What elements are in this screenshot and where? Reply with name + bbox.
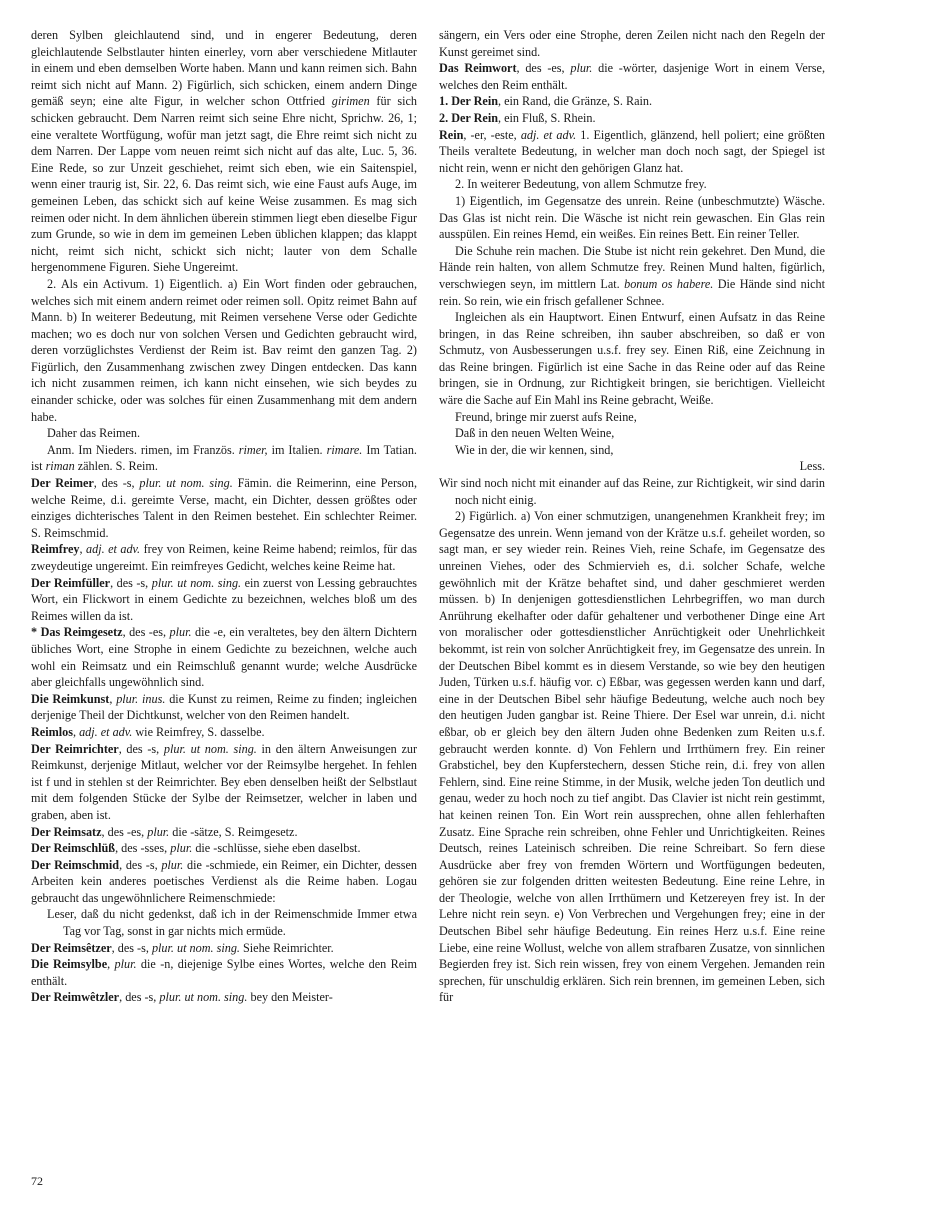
text-run: Freund, bringe mir zuerst aufs Reine, [455,409,637,424]
text-run: Ingleichen als ein Hauptwort. Einen Entwurf, einen Aufsatz in das Reine bringen, in das Reine schreiben, ihn sauber abschreiben, so daß er von Schmutz, von Ausbesserungen u.s.f. frey sey. Einen Riß, eine Zeichnung in das Reine bringen. Figürlich ist eine Sache in das Reine oder auf das Reine bringen, sie in Ordnung, zur Richtigkeit bringen, sie berichtigen. Vielleicht wäre die Sache auf Ein Mahl ins Reine gebracht, Weiße. [439,310,825,408]
text-run: 1. Eigentlich, glänzend, hell poliert; eine größten Theils veraltete Bedeutung, in welcher man doch noch sagt, der Spiegel ist nicht rein, wenn er nicht den gehörigen Glanz hat. [439,127,826,175]
text-run: , ein Fluß, S. Rhein. [498,110,596,125]
text-run: 2) Figürlich. a) Von einer schmutzigen, unangenehmen Krankheit frey; im Gegensatze des unrein. Wenn jemand von der Krätze u.s.f. geheilet worden, so sagt man, er sey wieder rein. Reines Vieh, reine Schafe, im Gegensatze des unreinen Viehes, oder des Schmiervieh es, d.i. solcher Schafe, welche gewöhnlich mit der Krätze behaftet sind, und daher geschmieret werden müssen. b) In denjenigen gottesdienstlichen Lehrbegriffen, wo man durch Anrührung ekelhafter oder dafür gehaltener und verbothener Dinge eine Art von moralischer oder gottesdienstlicher Anrüchtigkeit oder Unehrlichkeit bekommt, ist rein von solcher Anrüchtigkeit frey, im Gegensatze des unrein. In der Deutschen Bibel kommt es in diesem Verstande, so wie bey den heutigen Juden, Türken u.s.f. häufig vor. c) Eßbar, was gegessen werden kann und darf, eine in der Deutschen Bibel sehr häufige Bedeutung, welche auch noch bey den heutigen Juden gangbar ist. Reine Thiere. Der Esel war unrein, d.i. nicht eßbar, ob er gleich bey den ältern Juden ohne Bedenken zum Reiten u.s.f. gebraucht werden konnte. d) Von Fehlern und Irrthümern frey. Ein reiner Grabstichel, bey den Kupferstechern, dessen Stiche rein, d.i. frey von allen Fehlern, sind. Eine reine Stimme, in der Musik, welche jeden Ton deutlich und genau, weder zu hoch noch zu tief angibt. Das Clavier ist nicht rein gestimmt, hat keinen reinen Ton. Ein Wort rein aussprechen, ohne allen fehlerhaften Zusatz. Eine Sprache rein schreiben, ohne Fehler und Unrichtigkeiten. Reines Deutsch, reines Lateinisch schreiben. Die reine Schreibart. So fern diese Ausdrücke aber frey von fremden Wörtern und Wortfügungen bedeuten, gehören sie zur folgenden dritten weitesten Bedeutung. Eine reine Lehre, in der Theologie, welche von allen Irrthümern und Ketzereyen frey ist. In der Lehre nicht rein seyn. e) Von Verbrechen und Vergehungen frey; eine in der Deutschen Bibel sehr häufige Bedeutung. Ein reines Herz u.s.f. Eine reine Liebe, eine reine Wollust, welche von allem strafbaren Zusatze, von sinnlichen Begierden frey ist. Sich rein wissen, frey von einem Vergehen. Jemanden rein sprechen, für unschuldig erklären. Sich rein brennen, im gemeinen Leben, sich für [439,509,825,1005]
italic-text: bonum os habere. [624,276,714,291]
text-run: die -wörter, dasjenige Wort in einem Verse, welches den Reim enthält. [439,61,825,92]
headword: 2. Der Rein [439,110,499,125]
headword: Die Reimsylbe [31,957,108,972]
headword: Reimlos [31,724,73,739]
text-run: Daher das Reimen. [47,426,141,441]
left-paragraph [31,840,417,857]
text-run: , -er, -este, [463,127,521,142]
left-paragraph [31,956,417,989]
left-paragraph [31,575,417,625]
text-run: Die Schuhe rein machen. Die Stube ist nicht rein gekehret. Den Mund, die Hände rein halten, von allem Schmutze frey. Reinen Mund halten, figürlich, verschwiegen seyn, im mittlern Lat. [439,243,825,291]
text-run: , des -s, [118,741,164,756]
right-paragraph [439,309,825,409]
text-run: 2. In weiterer Bedeutung, von allem Schmutze frey. [455,177,707,192]
italic-text: plur. [114,957,137,972]
italic-text: adj. et adv. [520,127,577,142]
text-run: Im Tatian. ist [31,442,417,474]
italic-text: adj. et adv. [79,724,133,739]
right-paragraph [439,93,825,110]
text-run: , des -s, [93,476,140,491]
left-paragraph [31,624,417,690]
right-paragraph [439,193,825,243]
right-paragraph [439,176,825,193]
text-run: , des -s, [119,857,162,872]
text-run: bey den Meister- [247,990,333,1005]
headword: Das Reimwort [439,61,517,76]
left-paragraph [31,724,417,741]
left-paragraph [31,824,417,841]
text-run: Anm. Im Nieders. rimen, im Französ. [47,442,239,457]
left-paragraph [31,425,417,442]
text-run: Fämin. die Reimerinn, eine Person, welche Reime, d.i. gereimte Verse, macht, ein Dichter, dessen größtes oder einziges dichterisches Talent in den Reimen bestehet. Ein schlechter Reimer. S. Reimschmid. [31,476,417,540]
page-number: 72 [31,1174,43,1188]
italic-text: plur. [170,841,193,856]
text-run: 2. Als ein Activum. 1) Eigentlich. a) Ein Wort finden oder gebrauchen, welches sich mit einem andern reimet oder reimen soll. Opitz reimet Bahn auf Mann. b) In weiterer Bedeutung, mit Reimen versehene Verse oder Gedichte machen; wo es doch nur von solchen Versen und Gedichten gebraucht wird, deren vorzüglichstes Verdienst der Reim ist. Bav reimt den ganzen Tag. 2) Figürlich, den Zusammenhang zwischen zwey Dingen entdecken. Das kann ich nicht zusammen reimen, ich kann nicht einsehen, wie sich beydes zu einander schicke, oder was solches für einen Zusammenhang mit dem andern habe. [31,276,417,424]
italic-text: plur. [161,857,184,872]
headword: Der Reimwêtzler [31,990,120,1005]
text-run: Leser, daß du nicht gedenkst, daß ich in der Reimenschmide Immer etwa Tag vor Tag, sonst in gar nichts mich ermüde. [47,907,417,939]
right-paragraph [439,60,825,93]
text-run: , des -sses, [115,841,171,856]
text-run: die -schmiede, ein Reimer, ein Dichter, dessen Arbeiten kein anderes poetisches Verdienst als die Reime haben. Logau gebraucht das ungewöhnlichere Reimenschmiede: [31,857,417,905]
headword: Der Reimsêtzer [31,940,112,955]
italic-text: plur. [570,61,593,76]
text-run: die Kunst zu reimen, Reime zu finden; ingleichen derjenige Theil der Dichtkunst, welcher von den Reimen handelt. [31,691,417,723]
italic-text: plur. [169,625,192,640]
right-paragraph [439,425,825,442]
right-paragraph [439,110,825,127]
text-run: die -n, diejenige Sylbe eines Wortes, welche den Reim enthält. [31,957,417,988]
text-run: , [107,957,115,972]
text-run: , des -es, [516,61,571,76]
italic-text: plur. [147,824,170,839]
italic-text: riman [45,459,75,474]
right-paragraph [439,409,825,426]
left-paragraph [31,442,417,475]
left-paragraph [31,989,417,1006]
italic-text: plur. ut nom. sing. [159,990,248,1005]
text-run: , [72,724,80,739]
text-run: Wir sind noch nicht mit einander auf das Reine, zur Richtigkeit, wir sind darin noch nicht einig. [439,476,825,507]
italic-text: plur. ut nom. sing. [163,741,257,756]
italic-text: plur. ut nom. sing. [151,575,242,590]
text-run: , des -es, [122,625,170,640]
headword: Der Reimrichter [31,741,119,756]
left-paragraph [31,741,417,824]
text-run: deren Sylben gleichlautend sind, und in engerer Bedeutung, deren gleichlautende Selbstlauter hinten einerley, vorn aber verschiedene Mitlauter in einem und eben demselben Worte haben. Mann und kann reimen sich. Bahn reimt sich nicht auf Mann. 2) Figürlich, sich schicken, einem andern Dinge gemäß seyn; eine alte Figur, in welcher schon Ottfried [31,28,417,109]
italic-text: plur. inus. [116,691,166,706]
right-paragraph [439,127,825,177]
headword: 1. Der Rein [439,94,499,109]
headword: Der Reimfüller [31,575,111,590]
text-run: 1) Eigentlich, im Gegensatze des unrein. Reine (unbeschmutzte) Wäsche. Das Glas ist nicht rein. Die Wäsche ist nicht rein gewaschen. Ein Glas rein ausspülen. Ein reines Hemd, ein weißes. Ein reines Bett. Ein reiner Teller. [439,193,825,242]
italic-text: rimer, [238,442,268,457]
text-run: , [79,542,87,557]
text-run: Wie in der, die wir kennen, sind, [455,442,614,457]
headword: Die Reimkunst [31,691,110,706]
headword: * Das Reimgesetz [31,625,123,640]
italic-text: plur. ut nom. sing. [139,476,233,491]
left-paragraph [31,475,417,541]
text-run: in den ältern Anweisungen zur Reimkunst, derjenige Mitlaut, welcher vor der Reimsylbe hergehet. In fehlen ist f und in stehlen st der Reimrichter. Bey eben denselben heißt der Selbstlaut mit dem folgenden Stücke der Sylbe der Reimsetzer, welcher in laben und graben, aben ist. [31,741,418,822]
text-run: , [109,691,117,706]
italic-text: plur. ut nom. sing. [151,940,240,955]
headword: Der Reimschmid [31,857,120,872]
text-run: , des -s, [110,575,152,590]
headword: Der Reimschlüß [31,841,116,856]
text-run: Daß in den neuen Welten Weine, [455,426,615,441]
text-run: Siehe Reimrichter. [239,940,334,955]
text-run: , des -s, [119,990,160,1005]
right-paragraph [439,243,825,309]
right-paragraph [439,442,825,459]
right-paragraph [439,508,825,1006]
text-run: wie Reimfrey, S. dasselbe. [132,724,265,739]
italic-text: adj. et adv. [86,542,141,557]
left-paragraph [31,276,417,425]
text-run: Die Hände sind nicht rein. So rein, wie ein frisch gefallener Schnee. [439,276,825,308]
right-paragraph [439,27,825,60]
text-run: zählen. S. Reim. [74,459,158,474]
left-paragraph [31,940,417,957]
right-paragraph [439,475,825,508]
headword: Rein [439,127,464,142]
text-run: frey von Reimen, keine Reime habend; reimlos, für das zweydeutige ungereimt. Ein reimfreyes Gedicht, welches keine Reime hat. [31,542,418,573]
text-run: , des -s, [111,940,152,955]
left-paragraph [31,27,417,276]
text-run: die -schlüsse, siehe eben daselbst. [192,841,361,856]
right-paragraph [439,458,825,475]
text-run: für sich schicken gebraucht. Dem Narren reimt sich seine Ehre nicht, Sprichw. 26, 1; eine veraltete Wortfügung, wofür man jetzt sagt, die Ehre reimt sich nicht zu dem Narren. Der Lappe vom neuen reimt sich nicht auf das alte, Luc. 5, 36. Eine Rede, so zur Unzeit geschiehet, reimt sich eben, wie ein Saitenspiel, wenn einer traurig ist, Sir. 22, 6. Das reimt sich, wie eine Faust aufs Auge, im gemeinen Leben, das schickt sich auf keine Weise zusammen. Es mag sich reimen oder nicht. In dem ähnlichen überein stimmen liegt eben dieselbe Figur zum Grunde, so wie in dem im gemeinen Leben üblichen klappen; das klappt nicht, reimt sich nicht, schickt sich nicht; lauter von dem Schalle hergenommene Figuren. Siehe Ungereimt. [31,94,418,275]
left-paragraph [31,541,417,574]
text-run: , ein Rand, die Gränze, S. Rain. [498,94,653,109]
text-run: im Italien. [267,442,327,457]
text-run: ein zuerst von Lessing gebrauchtes Wort, ein Flickwort in einem Gedichte zu bezeichnen, welches bloß um des Reimes willen da ist. [31,575,417,623]
headword: Reimfrey [31,542,80,557]
right-column [439,27,825,1006]
text-run: sängern, ein Vers oder eine Strophe, deren Zeilen nicht nach den Regeln der Kunst gereimet sind. [439,28,825,59]
italic-text: girimen [331,94,370,109]
left-paragraph [31,691,417,724]
text-run: , des -es, [101,824,148,839]
headword: Der Reimsatz [31,824,102,839]
left-column [31,27,417,1006]
text-run: die -sätze, S. Reimgesetz. [169,824,298,839]
headword: Der Reimer [31,476,94,491]
left-paragraph [31,906,417,939]
italic-text: rimare. [326,442,363,457]
left-paragraph [31,857,417,907]
text-run: die -e, ein veraltetes, bey den ältern Dichtern übliches Wort, eine Strophe in einem Gedichte zu bezeichnen, welche auch wohl ein Reimsatz und ein Reimschluß genannt wurde; welche Ausdrücke aber gleichfalls ungewöhnlich sind. [31,625,417,690]
text-run: Less. [799,459,825,474]
